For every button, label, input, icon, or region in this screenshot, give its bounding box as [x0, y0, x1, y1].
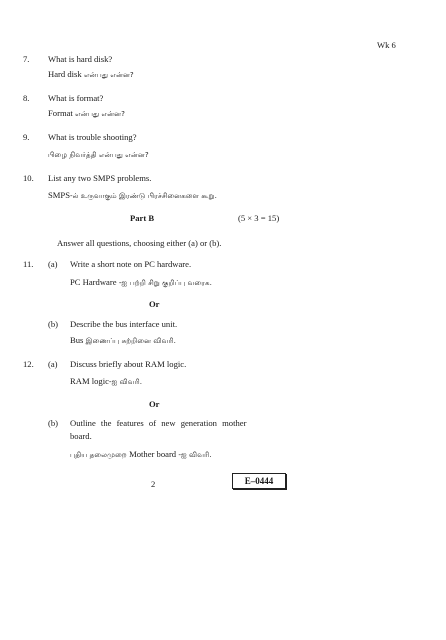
question-tamil: [48, 69, 134, 80]
option-label: (a): [48, 359, 58, 369]
question-text: What is hard disk?: [48, 54, 113, 64]
question-text: List any two SMPS problems.: [48, 173, 152, 183]
term: Format: [48, 108, 73, 118]
part-b-instruction: Answer all questions, choosing either (a) or (b).: [57, 238, 222, 248]
or-separator: Or: [149, 399, 160, 409]
question-text: What is trouble shooting?: [48, 132, 137, 142]
question-number: 8.: [23, 93, 30, 103]
tamil-text: இணைப்பு சுற்றினை விவரி.: [83, 336, 176, 345]
page-number: 2: [151, 479, 156, 489]
tamil-text: -ஐ விவரி.: [108, 377, 143, 386]
question-number: 7.: [23, 54, 30, 64]
question-tamil: [70, 335, 176, 346]
header-code: Wk 6: [377, 40, 396, 50]
question-tamil: [70, 449, 212, 460]
question-text: Outline the features of new generation mother: [70, 418, 247, 428]
question-tamil: [48, 108, 125, 119]
option-label: (b): [48, 418, 59, 428]
or-separator: Or: [149, 299, 160, 309]
term: Bus: [70, 335, 84, 345]
tamil-text: -ல் உருவாகும் இரண்டு பிரச்சினைகளை கூறு.: [69, 191, 217, 200]
question-number: 10.: [23, 173, 34, 183]
question-number: 12.: [23, 359, 34, 369]
term: Hard disk: [48, 69, 82, 79]
term: RAM logic: [70, 376, 109, 386]
part-b-marks: (5 × 3 = 15): [238, 213, 280, 223]
question-tamil: [48, 190, 217, 201]
question-text: Describe the bus interface unit.: [70, 319, 178, 329]
option-label: (b): [48, 319, 59, 329]
paper-code: E–0444: [232, 473, 286, 489]
question-text: What is format?: [48, 93, 104, 103]
option-label: (a): [48, 259, 58, 269]
question-tamil: பிழை நிவர்த்தி என்பது என்ன?: [48, 150, 149, 159]
question-tamil: [70, 376, 142, 387]
question-number: 11.: [23, 259, 34, 269]
term: Mother board: [129, 449, 177, 459]
term: PC Hardware: [70, 277, 117, 287]
question-number: 9.: [23, 132, 30, 142]
term: SMPS: [48, 190, 70, 200]
part-b-title: Part B: [130, 213, 155, 223]
tamil-text: என்பது என்ன?: [81, 70, 134, 79]
question-text: Write a short note on PC hardware.: [70, 259, 192, 269]
tamil-text: புதிய தலைமுறை: [70, 450, 130, 459]
tamil-text: -ஐ விவரி.: [176, 450, 212, 459]
tamil-text: -ஐ பற்றி சிறு குறிப்பு வரைக.: [116, 278, 212, 287]
tamil-text: என்பது என்ன?: [72, 109, 125, 118]
question-text: Discuss briefly about RAM logic.: [70, 359, 187, 369]
question-text-continued: board.: [70, 431, 92, 441]
question-tamil: [70, 277, 212, 288]
